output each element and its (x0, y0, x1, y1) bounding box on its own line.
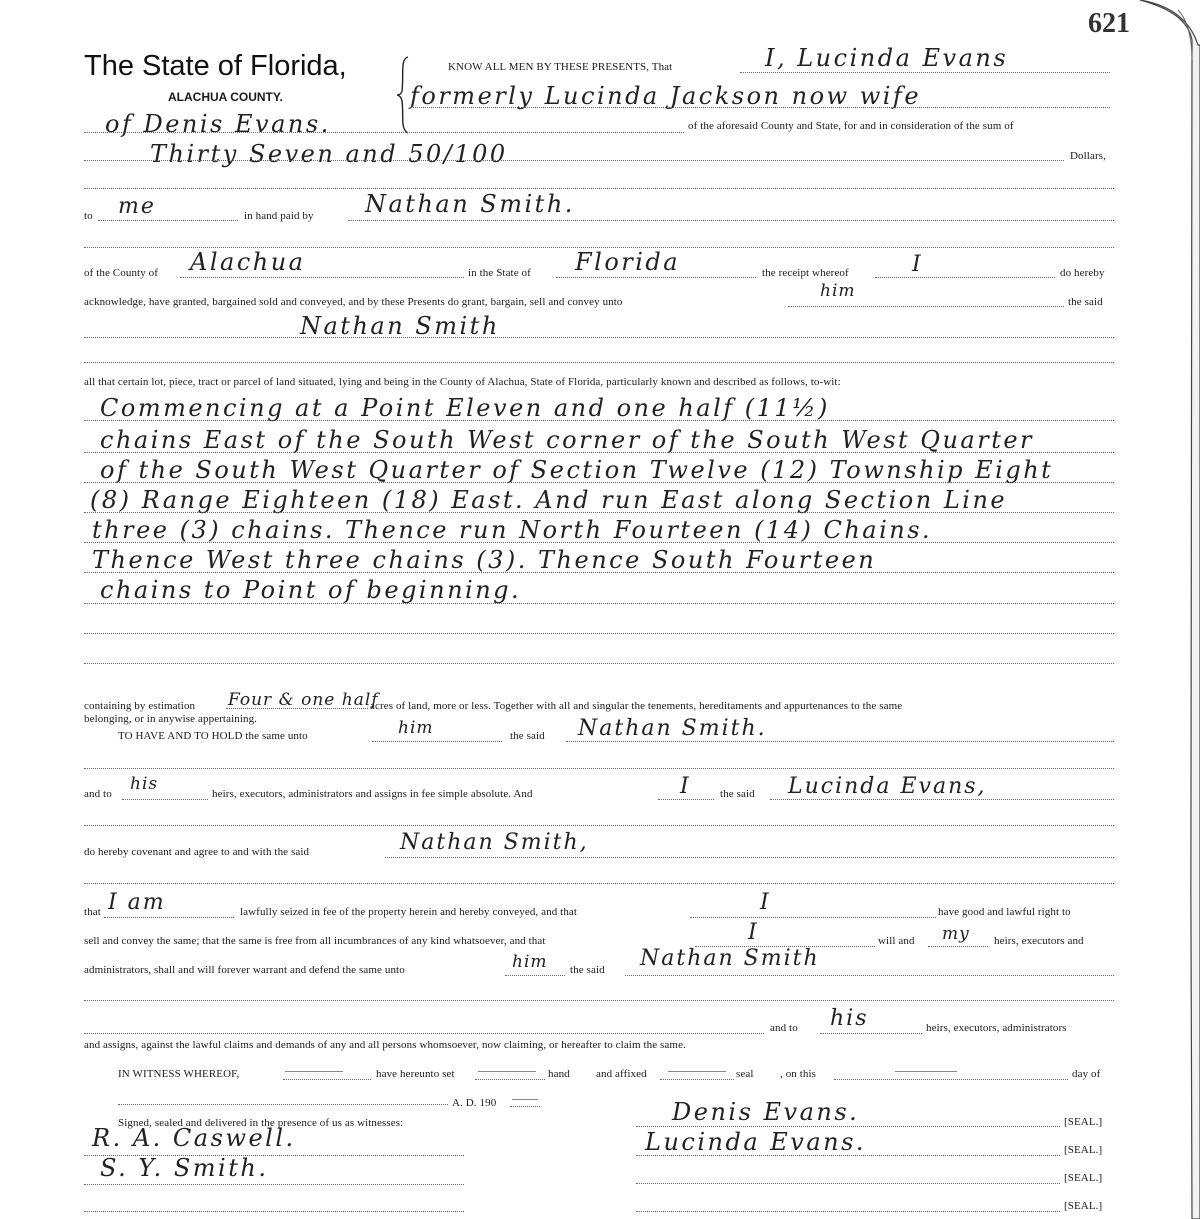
seal-label-1: [SEAL.] (1064, 1116, 1103, 1128)
to-value: me (118, 194, 156, 219)
have-set-label: have hereunto set (376, 1068, 455, 1080)
and-to-label: and to (84, 788, 112, 800)
paid-by-label: in hand paid by (244, 210, 314, 222)
county-name: ALACHUA COUNTY. (168, 90, 283, 104)
containing-label: containing by estimation (84, 700, 196, 712)
and-to-2-value: his (830, 1006, 869, 1031)
acknowledge-text: acknowledge, have granted, bargained sold and conveyed, and by these Presents do grant, bargain, sell and convey unto (84, 296, 623, 308)
lawfully-value: I (760, 890, 771, 915)
amount-written: Thirty Seven and 50/100 (150, 140, 508, 168)
heirs-exec-2-text: heirs, executors, administrators (926, 1022, 1067, 1034)
intro-text: KNOW ALL MEN BY THESE PRESENTS, That (448, 61, 673, 73)
land-intro-text: all that certain lot, piece, tract or parcel of land situated, lying and being in the County of Alachua, State of Florida, particularly known and described as follows, to-wit: (84, 376, 841, 388)
that-label: that (84, 906, 101, 918)
grantee-value: Nathan Smith (300, 312, 500, 340)
and-to-2-label: and to (770, 1022, 798, 1034)
grantor-name: I, Lucinda Evans (765, 44, 1009, 72)
county-value: Alachua (190, 248, 306, 276)
signature-2: Lucinda Evans. (645, 1128, 867, 1156)
paid-by-value: Nathan Smith. (365, 190, 575, 218)
dollars-label: Dollars, (1070, 150, 1106, 162)
acres-text: acres of land, more or less. Together with all and singular the tenements, hereditaments and appurtenances to the same (370, 700, 903, 712)
the-said-3: the said (570, 964, 605, 976)
land-line-1: Commencing at a Point Eleven and one half (11½) (100, 394, 830, 422)
page-number: 621 (1088, 8, 1130, 39)
the-said-2: the said (720, 788, 755, 800)
good-right-text: have good and lawful right to (938, 906, 1071, 918)
that-value: I am (108, 890, 166, 915)
covenant-value: Nathan Smith, (400, 830, 589, 855)
state-label: in the State of (468, 267, 531, 279)
state-value: Florida (575, 248, 681, 276)
land-line-4: (8) Range Eighteen (18) East. And run East along Section Line (90, 486, 1008, 514)
admins-grantee: Nathan Smith (640, 946, 820, 971)
will-and-label: will and (878, 935, 915, 947)
seal-label-3: [SEAL.] (1064, 1172, 1103, 1184)
acres-value: Four & one half (228, 690, 379, 710)
unto-value: him (820, 281, 856, 301)
ad-label: A. D. 190 (452, 1097, 497, 1109)
admins-text: administrators, shall and will forever warrant and defend the same unto (84, 964, 405, 976)
the-said-label: the said (1068, 296, 1103, 308)
have-hold-unto: him (398, 718, 434, 738)
habendum-the-said: the said (510, 730, 545, 742)
belonging-text: belonging, or in anywise appertaining. (84, 713, 258, 725)
claims-text: and assigns, against the lawful claims and demands of any and all persons whomsoever, now claiming, or hereafter to claim the same. (84, 1039, 686, 1051)
grantor-formerly: formerly Lucinda Jackson now wife (410, 82, 922, 110)
hand-label: hand (548, 1068, 570, 1080)
day-of-label: day of (1072, 1068, 1101, 1080)
seal-label-2: [SEAL.] (1064, 1144, 1103, 1156)
habendum-grantee: Nathan Smith. (578, 716, 767, 741)
county-label: of the County of (84, 267, 159, 279)
consideration-text: of the aforesaid County and State, for and in consideration of the sum of (688, 120, 1014, 132)
heirs-exec-text: heirs, executors and (994, 935, 1084, 947)
and-to-value: his (130, 774, 159, 794)
heirs-text: heirs, executors, administrators and assigns in fee simple absolute. And (212, 788, 533, 800)
and-value: I (680, 774, 691, 799)
sell-value: I (748, 920, 759, 945)
signature-1: Denis Evans. (672, 1098, 860, 1126)
lawfully-text: lawfully seized in fee of the property herein and hereby conveyed, and that (240, 906, 578, 918)
receipt-value: I (912, 252, 923, 277)
seal-label: seal (736, 1068, 754, 1080)
to-label: to (84, 210, 93, 222)
state-title: The State of Florida, (84, 50, 347, 82)
seal-label-4: [SEAL.] (1064, 1200, 1103, 1212)
covenant-label: do hereby covenant and agree to and with the said (84, 846, 310, 858)
admins-value: him (512, 952, 548, 972)
sell-text: sell and convey the same; that the same is free from all incumbrances of any kind whatsoever, and that (84, 935, 546, 947)
receipt-label: the receipt whereof (762, 267, 849, 279)
do-hereby-label: do hereby (1060, 267, 1105, 279)
land-line-2: chains East of the South West corner of the South West Quarter (100, 426, 1035, 454)
and-affixed-label: and affixed (596, 1068, 647, 1080)
witness-1: R. A. Caswell. (92, 1124, 296, 1152)
on-this-label: , on this (780, 1068, 817, 1080)
page-edge-curl (1130, 0, 1200, 1219)
grantor-spouse: of Denis Evans. (105, 110, 331, 138)
land-line-7: chains to Point of beginning. (100, 576, 522, 604)
have-hold-label: TO HAVE AND TO HOLD the same unto (118, 730, 308, 742)
grantor-value: Lucinda Evans, (788, 774, 987, 799)
whereof-label: IN WITNESS WHEREOF, (118, 1068, 240, 1080)
witness-2: S. Y. Smith. (100, 1154, 269, 1182)
signed-text: Signed, sealed and delivered in the presence of us as witnesses: (118, 1117, 404, 1129)
will-value: my (942, 924, 970, 944)
land-line-5: three (3) chains. Thence run North Fourteen (14) Chains. (92, 516, 933, 544)
land-line-3: of the South West Quarter of Section Twelve (12) Township Eight (100, 456, 1054, 484)
land-line-6: Thence West three chains (3). Thence South Fourteen (92, 546, 877, 574)
